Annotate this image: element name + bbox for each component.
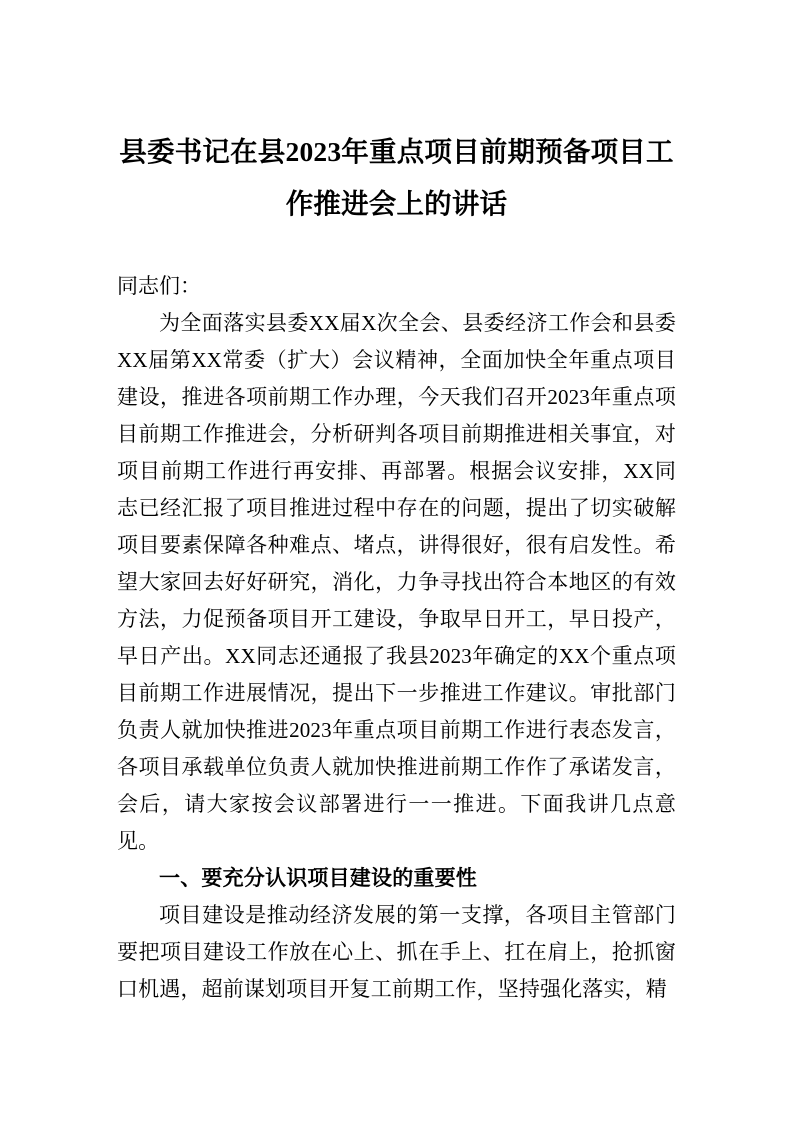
page-title: 县委书记在县2023年重点项目前期预备项目工作推进会上的讲话: [119, 136, 674, 219]
body-paragraph-1: 为全面落实县委XX届X次全会、县委经济工作会和县委XX届第XX常委（扩大）会议精神，全面加快全年重点项目建设，推进各项前期工作办理，今天我们召开2023年重点项目前期工作推进会，分析研判各项目前期推进相关事宜，对项目前期工作进行再安排、再部署。根据会议安排，XX同志已经汇报了项目推进过程中存在的问题，提出了切实破解项目要素保障各种难点、堵点，讲得很好，很有启发性。希望大家回去好好研究，消化，力争寻找出符合本地区的有效方法，力促预备项目开工建设，争取早日开工，早日投产，早日产出。XX同志还通报了我县2023年确定的XX个重点项目前期工作进展情况，提出下一步推进工作建议。审批部门负责人就加快推进2023年重点项目前期工作进行表态发言，各项目承载单位负责人就加快推进前期工作作了承诺发言，会后，请大家按会议部署进行一一推进。下面我讲几点意见。: [117, 311, 676, 853]
section-body-paragraph-1: 项目建设是推动经济发展的第一支撑，各项目主管部门要把项目建设工作放在心上、抓在手上、扛在肩上，抢抓窗口机遇，超前谋划项目开复工前期工作，坚持强化落实，精: [117, 903, 676, 1001]
section-heading-1: 一、要充分认识项目建设的重要性: [159, 867, 477, 890]
salutation: 同志们：: [117, 274, 201, 298]
document-content: [117, 0, 676, 1008]
